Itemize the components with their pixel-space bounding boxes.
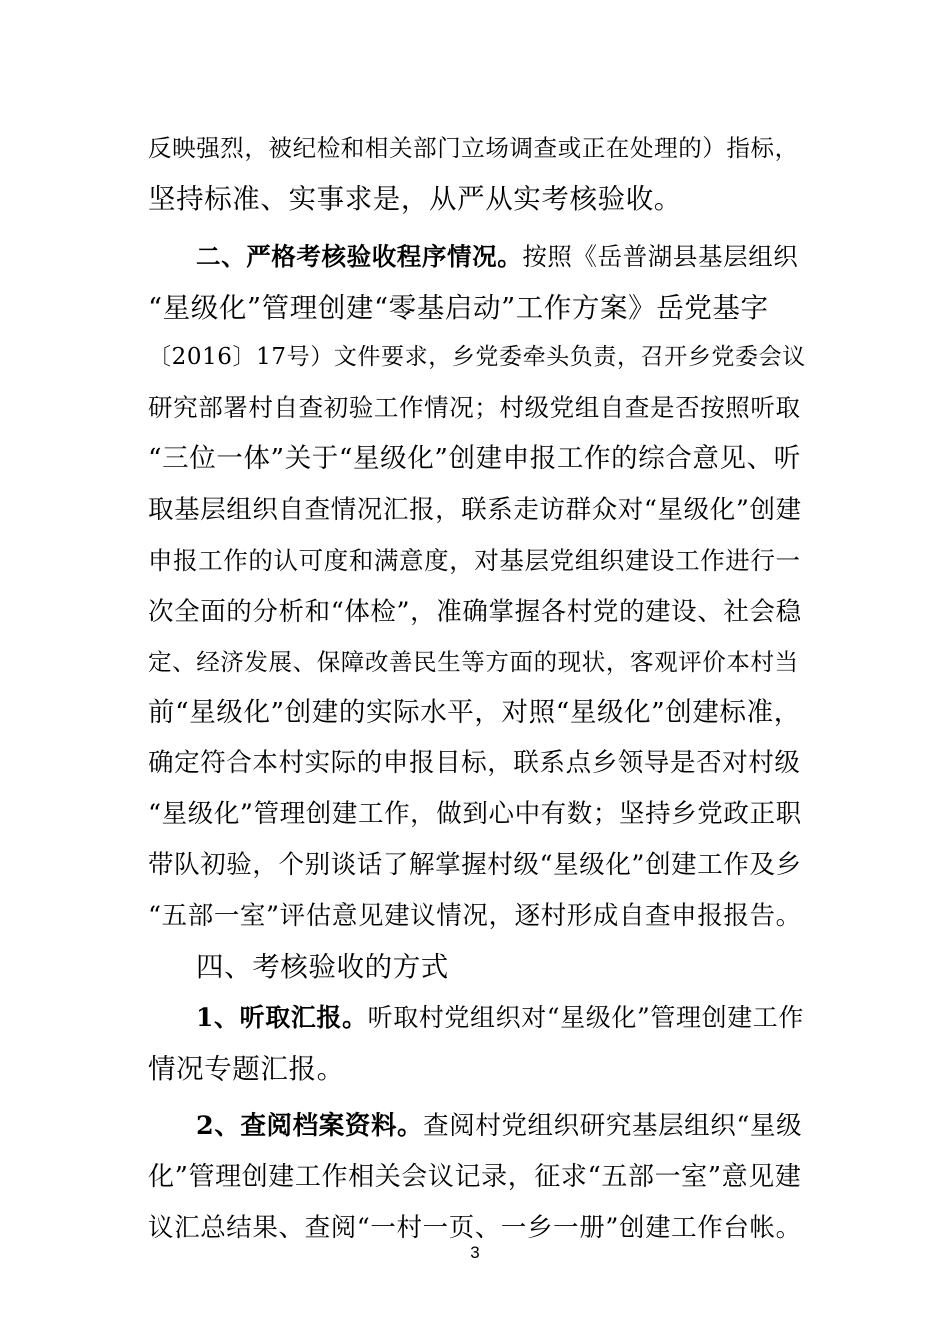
line-text: 前“星级化”创建的实际水平，对照“星级化”创建标准， [148, 697, 801, 728]
body-line [148, 644, 808, 680]
line-text: 研究部署村自查初验工作情况；村级党组自查是否按照听取 [148, 393, 801, 422]
subsection-line [196, 1000, 808, 1036]
section-heading: 四、考核验收的方式 [196, 951, 449, 983]
body-line [148, 1051, 808, 1087]
line-text: 情况专题汇报。 [148, 1053, 345, 1085]
line-text: “五部一室”评估意见建议情况，逐村形成自查申报报告。 [148, 901, 802, 931]
body-line [148, 543, 808, 579]
section-heading: 二、严格考核验收程序情况。 [196, 242, 523, 271]
body-line [148, 390, 808, 426]
line-text: “星级化”管理创建工作，做到心中有数；坚持乡党政正职 [148, 799, 802, 829]
body-line [148, 441, 808, 477]
line-text: 化”管理创建工作相关会议记录，征求“五部一室”意见建 [148, 1162, 802, 1192]
body-line [148, 898, 808, 934]
line-text: 按照《岳普湖县基层组织 [522, 242, 799, 271]
line-text: “星级化”管理创建“零基启动”工作方案》岳党基字 [148, 292, 769, 324]
line-text: 议汇总结果、查阅“一村一页、一乡一册”创建工作台帐。 [148, 1213, 802, 1243]
line-text: 定、经济发展、保障改善民生等方面的现状，客观评价本村当 [148, 648, 799, 676]
line-text: 带队初验，个别谈话了解掌握村级“星级化”创建工作及乡 [148, 850, 802, 880]
line-text: 反映强烈，被纪检和相关部门立场调查或正在处理的）指标， [148, 134, 799, 162]
line-text: 确定符合本村实际的申报目标，联系点乡领导是否对村级 [148, 748, 801, 778]
line-text: 〔2016〕17号）文件要求，乡党委牵头负责，召开乡党委会议 [148, 344, 806, 370]
line-text: 听取村党组织对“星级化”管理创建工作 [367, 1003, 804, 1032]
body-line [148, 695, 808, 731]
body-line [148, 594, 808, 630]
body-line [148, 339, 808, 375]
section-heading-line [196, 949, 808, 985]
line-text: 查阅村党组织研究基层组织“星级 [423, 1111, 803, 1141]
page-number: 3 [470, 1243, 480, 1262]
body-line [148, 1210, 808, 1246]
body-line [148, 796, 808, 832]
body-line [148, 847, 808, 883]
body-line [148, 181, 808, 217]
line-text: 申报工作的认可度和满意度，对基层党组织建设工作进行一 [148, 546, 801, 575]
subsection-heading: 2、查阅档案资料。 [196, 1111, 424, 1141]
section-heading-line [196, 239, 808, 275]
line-text: 坚持标准、实事求是，从严从实考核验收。 [148, 183, 682, 215]
body-line [148, 290, 808, 326]
line-text: 次全面的分析和“体检”，准确掌握各村党的建设、社会稳 [148, 597, 802, 627]
line-text: 取基层组织自查情况汇报，联系走访群众对“星级化”创建 [148, 495, 802, 525]
subsection-line [196, 1108, 808, 1144]
body-line [148, 492, 808, 528]
subsection-heading: 1、听取汇报。 [196, 1003, 368, 1032]
body-line [148, 1159, 808, 1195]
body-line [148, 130, 808, 166]
line-text: “三位一体”关于“星级化”创建申报工作的综合意见、听 [148, 443, 801, 474]
body-line [148, 745, 808, 781]
